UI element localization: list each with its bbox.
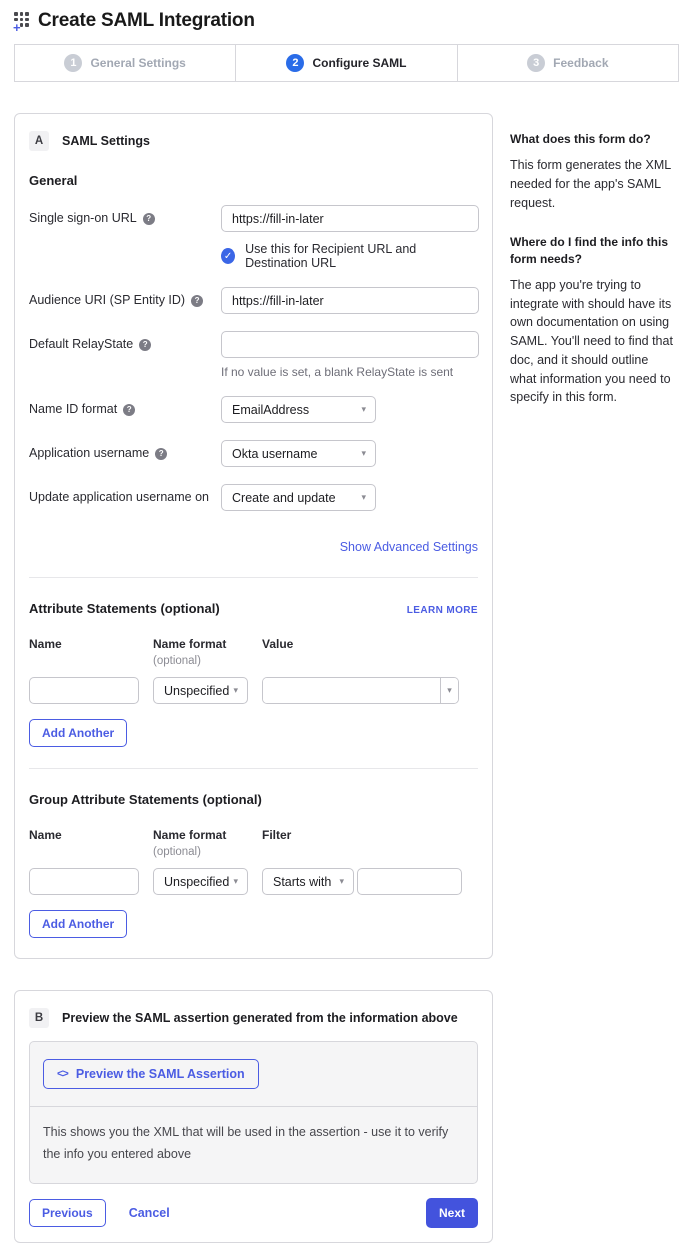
relay-state-row (29, 331, 478, 379)
wizard-footer (15, 1184, 492, 1242)
relay-state-helper: If no value is set, a blank RelayState is sent (221, 365, 454, 379)
help-sidebar (510, 113, 679, 407)
col-header-name-format: Name format (optional) (153, 828, 248, 858)
help-icon[interactable]: ? (139, 339, 151, 351)
step-feedback[interactable]: 3 Feedback (458, 45, 678, 81)
previous-button[interactable]: Previous (29, 1199, 106, 1227)
col-header-name-format: Name format (optional) (153, 637, 248, 667)
update-app-username-label: Update application username on (29, 490, 209, 504)
group-attr-name-format-select[interactable]: Unspecified ▾ (153, 868, 248, 895)
page-title: Create SAML Integration (38, 10, 255, 31)
relay-state-input[interactable] (221, 331, 479, 358)
wizard-steps (14, 44, 679, 82)
help-question-1: What does this form do? (510, 132, 651, 146)
help-answer-2: The app you're trying to integrate with should have its own documentation on using SAML. You'll need to find that doc, and it should outline what information you need to specify in this form. (510, 277, 673, 405)
preview-card (14, 990, 493, 1243)
name-id-format-label: Name ID format (29, 402, 118, 416)
attr-name-format-select[interactable]: Unspecified ▾ (153, 677, 248, 704)
chevron-down-icon: ▾ (361, 448, 366, 458)
attribute-statements-title: Attribute Statements (optional) (29, 601, 220, 616)
section-b-badge: B (29, 1008, 49, 1028)
help-icon[interactable]: ? (123, 404, 135, 416)
sso-url-label: Single sign-on URL (29, 211, 137, 225)
col-header-value: Value (262, 637, 294, 651)
help-answer-1: This form generates the XML needed for the app's SAML request. (510, 158, 671, 210)
section-b-title: Preview the SAML assertion generated from the information above (62, 1011, 458, 1025)
learn-more-link[interactable]: LEARN MORE (406, 605, 478, 616)
name-id-format-row (29, 396, 478, 423)
app-username-select[interactable]: Okta username ▾ (221, 440, 376, 467)
group-attr-name-input[interactable] (29, 868, 139, 895)
preview-saml-assertion-button[interactable]: <> Preview the SAML Assertion (43, 1059, 259, 1089)
page-header (13, 10, 679, 35)
add-app-grid-icon: + (14, 10, 34, 32)
audience-uri-input[interactable] (221, 287, 479, 314)
col-header-name: Name (29, 637, 62, 651)
preview-note: This shows you the XML that will be used in the assertion - use it to verify the info you entered above (43, 1125, 449, 1161)
help-icon[interactable]: ? (143, 213, 155, 225)
chevron-down-icon: ▾ (339, 876, 344, 886)
cancel-link[interactable]: Cancel (128, 1205, 170, 1220)
col-header-name: Name (29, 828, 62, 842)
sso-url-row (29, 205, 478, 270)
step-number-badge: 3 (527, 54, 545, 72)
section-a-badge: A (29, 131, 49, 151)
step-number-badge: 1 (64, 54, 82, 72)
next-button[interactable]: Next (426, 1198, 478, 1228)
recipient-url-checkbox[interactable]: ✓ (221, 248, 235, 264)
show-advanced-settings-link[interactable]: Show Advanced Settings (339, 540, 478, 554)
audience-uri-row (29, 287, 478, 314)
chevron-down-icon: ▾ (361, 404, 366, 414)
attribute-statements-table (29, 637, 478, 704)
optional-note: (optional) (153, 655, 201, 667)
col-header-filter: Filter (262, 828, 292, 842)
divider (29, 577, 478, 578)
update-app-username-row (29, 484, 478, 511)
audience-uri-label: Audience URI (SP Entity ID) (29, 293, 186, 307)
sso-url-input[interactable] (221, 205, 479, 232)
divider (29, 768, 478, 769)
group-attribute-statements-table (29, 828, 478, 895)
group-attr-filter-value-input[interactable] (357, 868, 462, 895)
step-configure-saml[interactable]: 2 Configure SAML (236, 45, 457, 81)
optional-note: (optional) (153, 846, 201, 858)
chevron-down-icon: ▾ (361, 492, 366, 502)
relay-state-label: Default RelayState (29, 337, 134, 351)
name-id-format-select[interactable]: EmailAddress ▾ (221, 396, 376, 423)
chevron-down-icon: ▾ (447, 685, 452, 695)
chevron-down-icon: ▾ (233, 685, 238, 695)
app-username-row (29, 440, 478, 467)
preview-panel (29, 1041, 478, 1184)
app-username-label: Application username (29, 446, 150, 460)
help-question-2: Where do I find the info this form needs? (510, 235, 668, 266)
step-general-settings[interactable]: 1 General Settings (15, 45, 236, 81)
group-attribute-statements-title: Group Attribute Statements (optional) (29, 792, 262, 807)
code-icon: <> (57, 1068, 68, 1080)
recipient-url-checkbox-label: Use this for Recipient URL and Destination URL (245, 242, 417, 270)
update-app-username-select[interactable]: Create and update ▾ (221, 484, 376, 511)
attr-value-dropdown-button[interactable] (440, 678, 458, 703)
group-attr-filter-type-select[interactable]: Starts with ▾ (262, 868, 354, 895)
help-icon[interactable]: ? (155, 448, 167, 460)
add-another-group-attribute-button[interactable]: Add Another (29, 910, 127, 938)
step-number-badge: 2 (286, 54, 304, 72)
attr-value-input[interactable] (263, 678, 440, 703)
saml-settings-card (14, 113, 493, 959)
chevron-down-icon: ▾ (233, 876, 238, 886)
attr-value-combobox (262, 677, 459, 704)
add-another-attribute-button[interactable]: Add Another (29, 719, 127, 747)
general-heading: General (29, 173, 78, 188)
section-a-title: SAML Settings (62, 134, 150, 148)
attr-name-input[interactable] (29, 677, 139, 704)
help-icon[interactable]: ? (191, 295, 203, 307)
